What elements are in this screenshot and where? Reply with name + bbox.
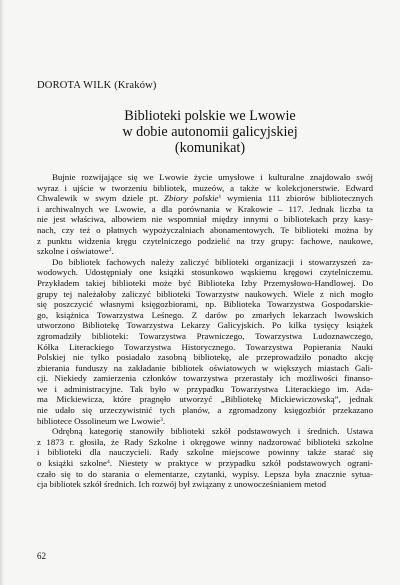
text-line: nie udało się urzeczywistnić tych planów, a zgromadzony księgozbiór przekazano — [37, 405, 373, 416]
text-line: Polskiej nie tylko posiadało zasobną bibliotekę, ale przeprowadziło ponadto akcję — [37, 352, 373, 363]
text-line: zgromadziły biblioteki: Towarzystwa Prawniczego, Towarzystwa Ludoznawczego, — [37, 330, 373, 341]
text-line: Do bibliotek fachowych należy zaliczyć biblioteki organizacji i stowarzyszeń za- — [52, 256, 373, 267]
title-line-2: w dobie autonomii galicyjskiej — [122, 124, 298, 140]
text-line: wodowych. Udostępniały one książki stosunkowo wąskiemu kręgowi czytelniczemu. — [37, 267, 373, 278]
text-line: zbierania funduszy na zakładanie bibliotek oświatowych w większych miastach Gali- — [37, 362, 373, 373]
paragraph — [37, 426, 373, 490]
text-line: bibliotece Ossolineum we Lwowie$^3$. — [37, 415, 166, 426]
text-line: Przykładem takiej biblioteki może być Biblioteka Izby Przemysłowo-Handlowej. Do — [37, 277, 373, 288]
text-line: szkolne i oświatowe$^2$. — [37, 246, 114, 257]
title-line-3: (komunikat) — [174, 140, 246, 156]
text-line: z punktu widzenia kręgu czytelniczego podzielić na trzy grupy: fachowe, naukowe, — [37, 235, 373, 246]
text-line: go, książnica Towarzystwa Leśnego. Z darów po zmarłych lekarzach lwowskich — [37, 309, 373, 320]
article-body — [37, 172, 373, 490]
author-name: DOROTA WILK — [37, 80, 112, 91]
author-affiliation: (Kraków) — [114, 80, 157, 91]
text-line: wyraz i ujście w tworzeniu bibliotek, muzeów, a także w kolekcjonerstwie. Edward — [37, 182, 373, 193]
text-line: utworzono Bibliotekę Towarzystwa Lekarzy Galicyjskich. Po kilka tysięcy książek — [37, 320, 373, 331]
text-line: Odrębną kategorię stanowiły biblioteki szkół podstawowych i średnich. Ustawa — [52, 426, 373, 437]
text-line: o książki szkolne$^4$. Niestety w praktyce w przypadku szkół podstawowych ograni- — [37, 458, 373, 469]
text-line: się poszczycić własnymi księgozbiorami, np. Biblioteka Towarzystwa Gospodarskie- — [37, 299, 373, 310]
paragraph — [37, 172, 373, 257]
text-line: nie jest właściwa, albowiem nie wspomniał między innymi o bibliotekach przy kasy- — [37, 214, 373, 225]
text-line: Kółka Literackiego Towarzystwa Historycznego. Towarzystwa Popierania Nauki — [37, 341, 373, 352]
article-title — [60, 108, 360, 156]
text-line: cji. Niekiedy zamierzenia członków towarzystwa przerastały ich możliwości finanso- — [37, 373, 373, 384]
text-line: i biblioteki dla nauczycieli. Rady szkolne miejscowe powinny także starać się — [37, 447, 373, 458]
text-line: we i administracyjne. Tak było w przypadku Towarzystwa Literackiego im. Ada- — [37, 383, 373, 394]
text-line: Chwalewik w swym dziele pt. Zbiory polskie$^1$ wymienia 111 zbiorów bibliotecznych — [37, 193, 373, 204]
text-line: i archiwalnych we Lwowie, a dla porównania w Krakowie – 117. Jednak liczba ta — [37, 203, 373, 214]
title-line-1: Biblioteki polskie we Lwowie — [124, 108, 296, 124]
paragraph — [37, 257, 373, 427]
text-line: ma Mickiewicza, które pragnęło utworzyć „Bibliotekę Mickiewiczowską”, jednak — [37, 394, 373, 405]
text-line: grupy tej należałoby zaliczyć biblioteki Towarzystw naukowych. Wiele z nich mogło — [37, 288, 373, 299]
text-line: cja bibliotek szkół średnich. Ich rozwój był związany z unowocześnianiem metod — [37, 479, 327, 490]
page-number: 62 — [37, 551, 46, 561]
text-line: nach, czy też o płatnych wypożyczalniach abonamentowych. Te biblioteki można by — [37, 224, 373, 235]
author-line — [37, 80, 157, 91]
text-line: z 1873 r. głosiła, że Rady Szkolne i okręgowe winny nadzorować biblioteki szkolne — [37, 436, 373, 447]
text-line: czało się to do starania o elementarze, czytanki, wypisy. Lepsza była znacznie sytua- — [37, 468, 373, 479]
page-spine-shadow — [0, 0, 4, 585]
text-line: Bujnie rozwijające się we Lwowie życie umysłowe i kulturalne znajdowało swój — [52, 172, 373, 182]
